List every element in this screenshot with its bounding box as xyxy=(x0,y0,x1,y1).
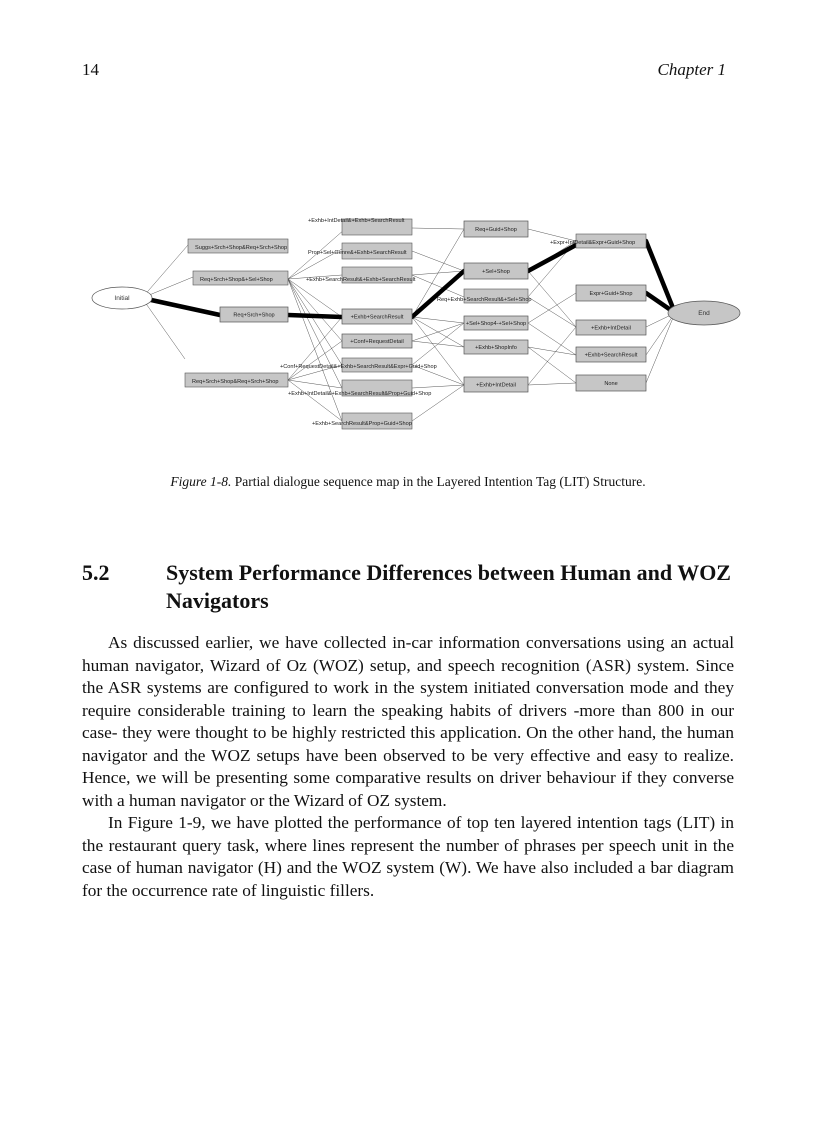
edge-label: Req+Exhb+SearchResult&+Sel+Shop xyxy=(437,297,532,303)
section-number: 5.2 xyxy=(82,560,110,585)
node-label: +Exhb+IntDetail xyxy=(476,382,516,389)
node-label: +Conf+RequestDetail xyxy=(350,339,404,345)
running-head-chapter: Chapter 1 xyxy=(657,60,726,79)
end-node-label: End xyxy=(698,310,710,317)
node-expr-guid-shop xyxy=(576,285,646,301)
page-number: 14 xyxy=(82,60,99,79)
node-label: +Exhb+SearchResult xyxy=(584,352,638,359)
edge-label: +Exhb+IntDetail&+Exhb+SearchResult xyxy=(308,218,405,224)
node-label: Expr+Guid+Shop xyxy=(589,291,633,297)
node-none xyxy=(576,375,646,391)
paragraph: As discussed earlier, we have collected in-car information conversations using an actual human navigator, Wizard of Oz (WOZ) setup, and speech recognition (ASR) system. Since the ASR systems are configured to work in the system initiated conversation mode and they require considerable training to learn the speaking habits of drivers -more than 800 in our case- they were thought to be highly restricted this application. On the other hand, the human navigator and the WOZ setups have been observed to be very effective and easy to realize. Hence, we will be presenting some comparative results on driver behaviour if they converse with a human navigator or the Wizard of OZ system. xyxy=(82,633,734,810)
node-sel-shop4 xyxy=(464,316,528,330)
figure-label: Figure 1-8. xyxy=(170,474,232,489)
edge-label: Prop+Sel+Genre&+Exhb+SearchResult xyxy=(308,250,407,256)
node-label: None xyxy=(604,381,618,387)
body-text xyxy=(82,632,734,902)
node-exhb-intdetail-mid xyxy=(464,377,528,392)
node-label: +Sel+Shop4-+Sel+Shop xyxy=(465,321,527,327)
node-exhb-shop-info xyxy=(464,340,528,354)
node-exhb-search-result xyxy=(342,309,412,324)
figure-caption xyxy=(0,474,816,490)
initial-node-label: Initial xyxy=(114,295,130,302)
edge-label: +Exhb+SearchResult&Prop+Guid+Shop xyxy=(312,421,412,427)
edge-label: Suggs+Srch+Shop&Req+Srch+Shop xyxy=(195,245,288,251)
edge-label: +Exhb+SearchResult&+Exhb+SearchResult xyxy=(306,277,416,283)
edge-label: Req+Srch+Shop&Req+Srch+Shop xyxy=(192,379,279,385)
node-conf-request-detail xyxy=(342,334,412,348)
edge-label: +Expr+IntDetail&Expr+Guid+Shop xyxy=(550,240,636,246)
node-label: +Exhb+SearchResult xyxy=(350,314,404,321)
edge-label: +Exhb+IntDetail&+Exhb+SearchResult&Prop+Guid+Shop xyxy=(288,391,432,397)
node-label: +Exhb+ShopInfo xyxy=(475,345,517,351)
page-header xyxy=(82,60,726,84)
figure-caption-text: Partial dialogue sequence map in the Layered Intention Tag (LIT) Structure. xyxy=(234,474,646,489)
node-sel-shop xyxy=(464,263,528,279)
dialogue-sequence-map-figure xyxy=(80,205,750,445)
node-exhb-intdetail-right xyxy=(576,320,646,335)
edge-label: Req+Srch+Shop&+Sel+Shop xyxy=(200,277,273,283)
edge-label: +Conf+RequestDetail&+Exhb+SearchResult&Expr+Guid+Shop xyxy=(280,364,437,370)
end-node xyxy=(668,301,740,325)
node-req-srch-shop xyxy=(220,307,288,322)
node-label: Req+Srch+Shop xyxy=(233,312,275,319)
node-req-guid-shop xyxy=(464,221,528,237)
sequence-map-diagram xyxy=(80,205,750,445)
node-label: +Sel+Shop xyxy=(482,269,510,275)
node-label: +Exhb+IntDetail xyxy=(591,325,631,332)
node-label: Req+Guid+Shop xyxy=(475,227,517,233)
node-exhb-searchresult-right xyxy=(576,347,646,362)
initial-node xyxy=(92,287,152,309)
paragraph: In Figure 1-9, we have plotted the performance of top ten layered intention tags (LIT) in the restaurant query task, where lines represent the number of phrases per speech unit in the case of human navigator (H) and the WOZ system (W). We have also included a bar diagram for the occurrence rate of linguistic fillers. xyxy=(82,813,734,900)
section-title: System Performance Differences between Human and WOZ Navigators xyxy=(166,560,731,613)
